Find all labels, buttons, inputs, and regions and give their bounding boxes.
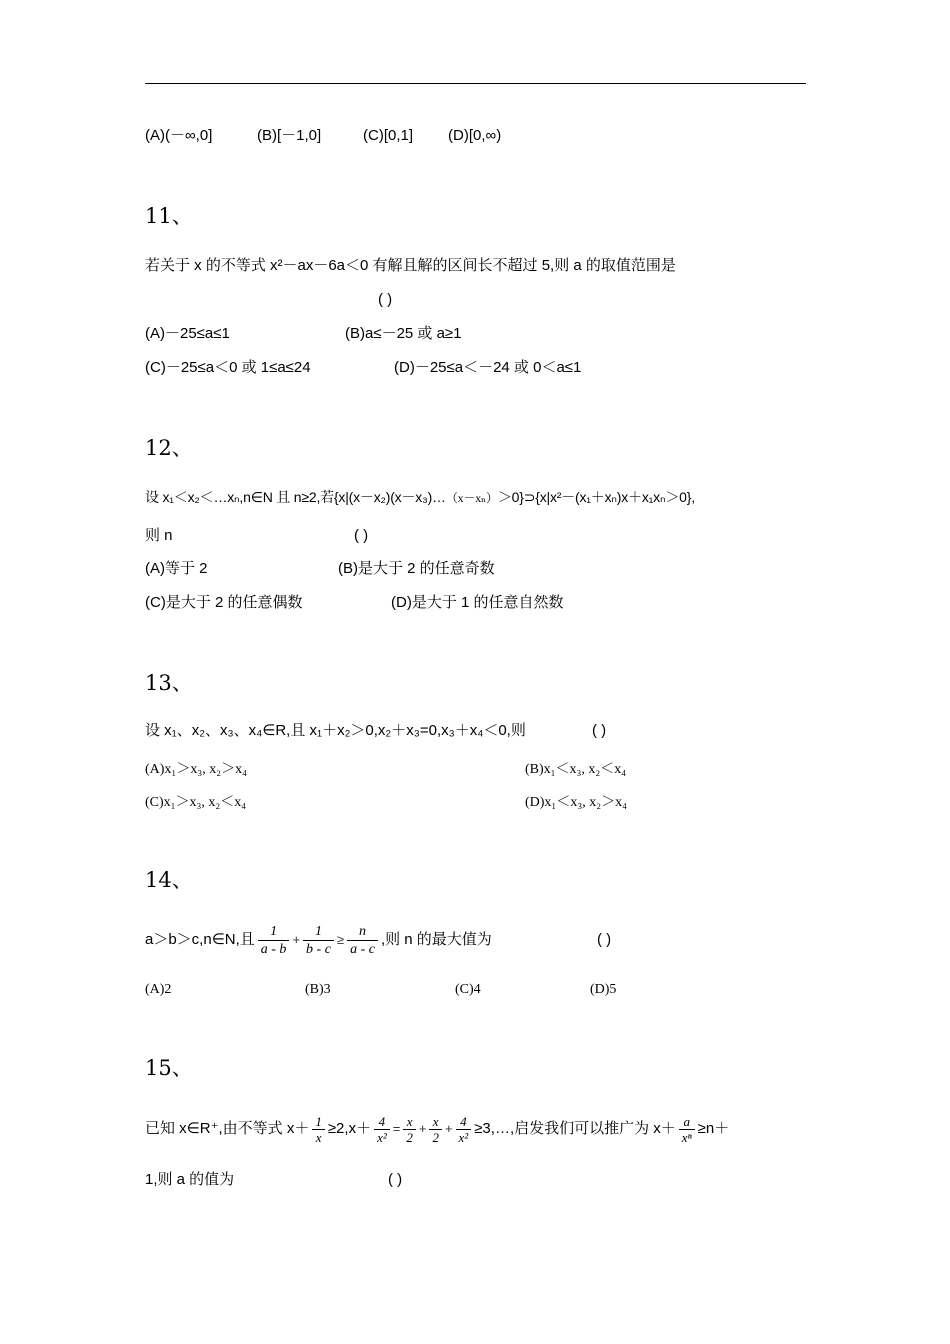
q10-option-a: (A)(－∞,0]	[145, 127, 213, 144]
q15-fraction-6-numerator: a	[679, 1114, 695, 1130]
q14-stem	[145, 922, 492, 958]
q14-fraction-1	[258, 923, 290, 958]
q15-plus-2: +	[444, 1121, 453, 1136]
q11-stem: 若关于 x 的不等式 x²－ax－6a＜0 有解且解的区间长不超过 5,则 a 的取值范围是	[145, 257, 676, 274]
q12-number: 12、	[145, 436, 193, 460]
q14-fraction-1-denominator: a - b	[260, 941, 287, 957]
q14-fraction-2-denominator: b - c	[306, 941, 331, 957]
q15-stem-part-2: ≥2,x＋	[327, 1120, 372, 1137]
q14-stem-suffix: ,则 n 的最大值为	[380, 931, 492, 948]
q15-stem-part-1: 已知 x∈R⁺,由不等式 x＋	[145, 1120, 310, 1137]
q15-fraction-2-numerator: 4	[374, 1114, 390, 1130]
q13-option-a: (A)x₁＞x₃, x₂＞x₄	[145, 762, 247, 777]
q15-fraction-6-denominator: xⁿ	[681, 1129, 692, 1145]
q13-answer-paren: ( )	[592, 722, 607, 739]
q11-option-a: (A)－25≤a≤1	[145, 325, 230, 342]
q15-stem	[145, 1111, 729, 1147]
q15-fraction-4-numerator: x	[429, 1114, 442, 1130]
q14-option-c: (C)4	[455, 982, 481, 997]
q11-option-b: (B)a≤－25 或 a≥1	[345, 325, 462, 342]
q11-answer-paren: ( )	[378, 291, 393, 308]
q12-stem-mid: （x－xₙ）	[445, 491, 498, 505]
q13-option-d: (D)x₁＜x₃, x₂＞x₄	[525, 795, 627, 810]
q15-answer-paren: ( )	[388, 1171, 403, 1188]
q13-number: 13、	[145, 671, 193, 695]
q10-option-b: (B)[－1,0]	[257, 127, 322, 144]
q15-fraction-5-numerator: 4	[456, 1114, 472, 1130]
q15-stem-line2: 1,则 a 的值为	[145, 1171, 235, 1188]
q14-fraction-3	[347, 923, 378, 958]
q13-option-b: (B)x₁＜x₃, x₂＜x₄	[525, 762, 627, 777]
q15-fraction-3-numerator: x	[403, 1114, 416, 1130]
q14-option-a: (A)2	[145, 982, 172, 997]
q15-fraction-3	[403, 1114, 416, 1145]
q15-fraction-4	[429, 1114, 442, 1145]
q15-fraction-2-denominator: x²	[377, 1129, 387, 1145]
q13-stem: 设 x₁、x₂、x₃、x₄∈R,且 x₁＋x₂＞0,x₂＋x₃=0,x₃＋x₄＜0,则	[145, 722, 526, 739]
q14-plus: +	[292, 932, 301, 947]
q12-stem-prefix: 设 x₁＜x₂＜…xₙ,n∈N 且 n≥2,若{x|(x－x₂)(x－x₃)…	[145, 489, 446, 505]
q10-option-c: (C)[0,1]	[363, 127, 414, 144]
q11-number: 11、	[145, 204, 193, 228]
q10-option-d: (D)[0,∞)	[448, 127, 502, 144]
q14-number: 14、	[145, 868, 193, 892]
q12-stem-suffix: ＞0}⊃{x|x²－(x₁＋xₙ)x＋x₁xₙ＞0},	[497, 489, 695, 505]
q12-option-c: (C)是大于 2 的任意偶数	[145, 594, 303, 611]
q15-fraction-3-denominator: 2	[406, 1129, 413, 1145]
q15-number: 15、	[145, 1056, 193, 1080]
q14-answer-paren: ( )	[597, 931, 612, 948]
q14-fraction-2-numerator: 1	[303, 923, 334, 941]
q14-fraction-1-numerator: 1	[258, 923, 290, 941]
q14-fraction-3-denominator: a - c	[350, 941, 375, 957]
q15-stem-part-4: ≥n＋	[697, 1120, 730, 1137]
q11-option-c: (C)－25≤a＜0 或 1≤a≤24	[145, 359, 311, 376]
q11-option-d: (D)－25≤a＜－24 或 0＜a≤1	[394, 359, 582, 376]
q15-fraction-5	[456, 1114, 472, 1145]
q15-fraction-2	[374, 1114, 390, 1145]
q15-fraction-4-denominator: 2	[432, 1129, 439, 1145]
q12-answer-paren: ( )	[354, 527, 369, 544]
q14-option-d: (D)5	[590, 982, 617, 997]
q15-fraction-1-numerator: 1	[312, 1114, 325, 1130]
q13-option-c: (C)x₁＞x₃, x₂＜x₄	[145, 795, 247, 810]
q14-fraction-3-numerator: n	[347, 923, 378, 941]
q12-option-a: (A)等于 2	[145, 560, 208, 577]
q12-option-b: (B)是大于 2 的任意奇数	[338, 560, 495, 577]
q15-plus-1: +	[418, 1121, 427, 1136]
q15-stem-part-3: ≥3,…,启发我们可以推广为 x＋	[474, 1120, 676, 1137]
q14-fraction-2	[303, 923, 334, 958]
q15-fraction-6	[679, 1114, 695, 1145]
q12-stem-line2: 则 n	[145, 527, 173, 544]
q15-fraction-1-denominator: x	[315, 1129, 322, 1145]
q14-stem-prefix: a＞b＞c,n∈N,且	[145, 931, 255, 948]
q15-fraction-5-denominator: x²	[458, 1129, 469, 1145]
q15-fraction-1	[312, 1114, 325, 1145]
q12-stem	[145, 487, 695, 508]
header-rule	[145, 83, 806, 84]
q15-equals: =	[392, 1121, 401, 1136]
q14-option-b: (B)3	[305, 982, 331, 997]
q14-geq: ≥	[336, 932, 345, 947]
q12-option-d: (D)是大于 1 的任意自然数	[391, 594, 564, 611]
